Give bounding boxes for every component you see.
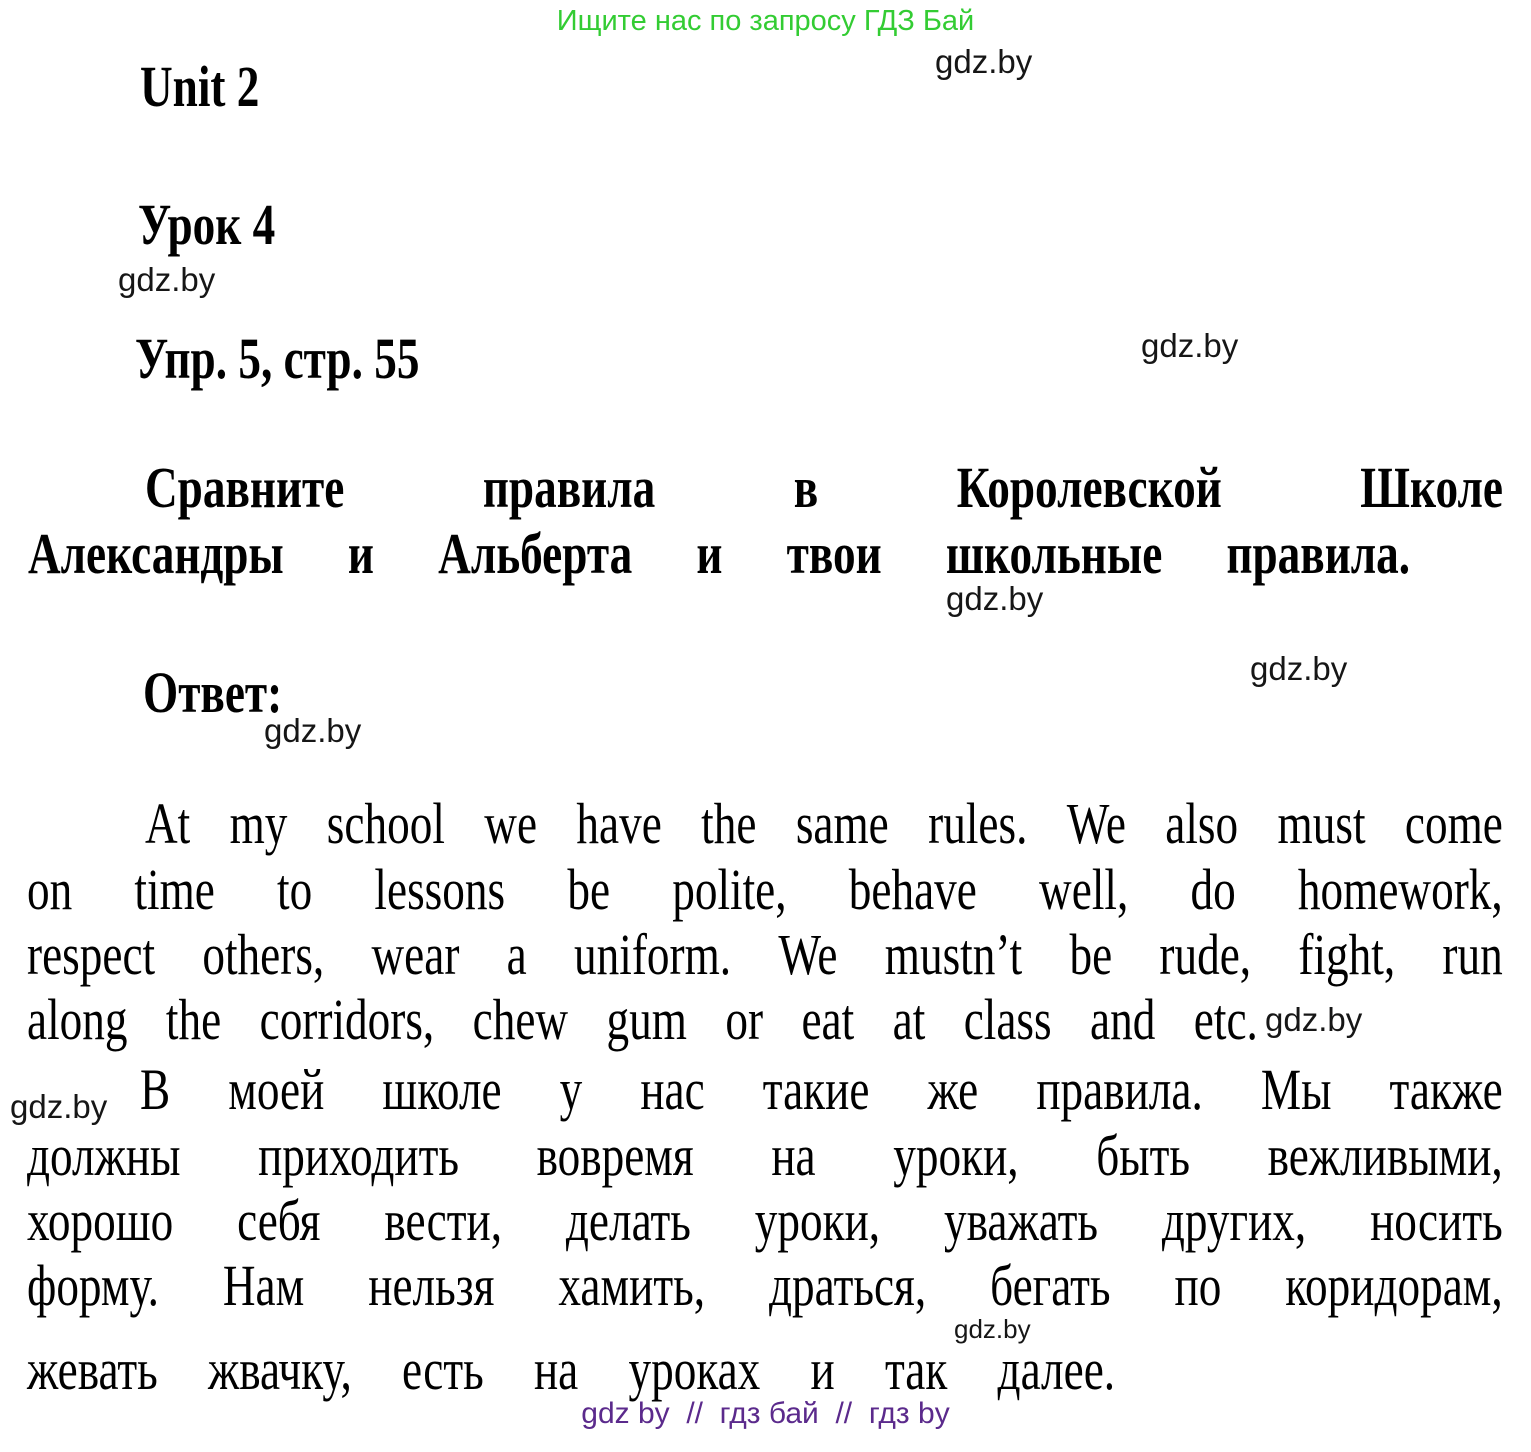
answer-ru-line-5: жевать жвачку, есть на уроках и так далее. <box>27 1337 1116 1402</box>
task-line-1: Сравните правила в Королевской Школе <box>145 455 1503 520</box>
watermark-top: gdz.by <box>935 43 1033 80</box>
watermark-right-exercise: gdz.by <box>1141 327 1239 364</box>
task-line-2: Александры и Альберта и твои школьные правила. <box>28 521 1411 586</box>
promo-banner: Ищите нас по запросу ГДЗ Бай <box>556 5 975 37</box>
answer-ru-line-1: В моей школе у нас такие же правила. Мы также <box>140 1057 1503 1122</box>
answer-label: Ответ: <box>143 660 283 725</box>
footer-links: gdz by // гдз бай // гдз by <box>581 1397 950 1430</box>
watermark-english-end: gdz.by <box>1265 1001 1363 1038</box>
lesson-title: Урок 4 <box>138 192 276 257</box>
answer-ru-line-4: форму. Нам нельзя хамить, драться, бегать по коридорам, <box>27 1253 1503 1318</box>
answer-ru-line-3: хорошо себя вести, делать уроки, уважать других, носить <box>27 1188 1503 1253</box>
watermark-below-task: gdz.by <box>946 580 1044 617</box>
answer-en-line-2: on time to lessons be polite, behave well, do homework, <box>27 857 1503 922</box>
answer-ru-line-2: должны приходить вовремя на уроки, быть вежливыми, <box>27 1123 1503 1188</box>
answer-en-line-4: along the corridors, chew gum or eat at class and etc. <box>27 987 1258 1052</box>
watermark-russian-mid: gdz.by <box>954 1314 1031 1344</box>
answer-en-line-1: At my school we have the same rules. We also must come <box>145 791 1503 856</box>
exercise-title: Упр. 5, стр. 55 <box>135 326 420 391</box>
watermark-below-answer: gdz.by <box>264 712 362 749</box>
answer-en-line-3: respect others, wear a uniform. We mustn’t be rude, fight, run <box>27 922 1503 987</box>
watermark-below-lesson: gdz.by <box>118 261 216 298</box>
watermark-russian-start: gdz.by <box>10 1088 108 1125</box>
watermark-right-side: gdz.by <box>1250 650 1348 687</box>
unit-title: Unit 2 <box>140 54 260 119</box>
